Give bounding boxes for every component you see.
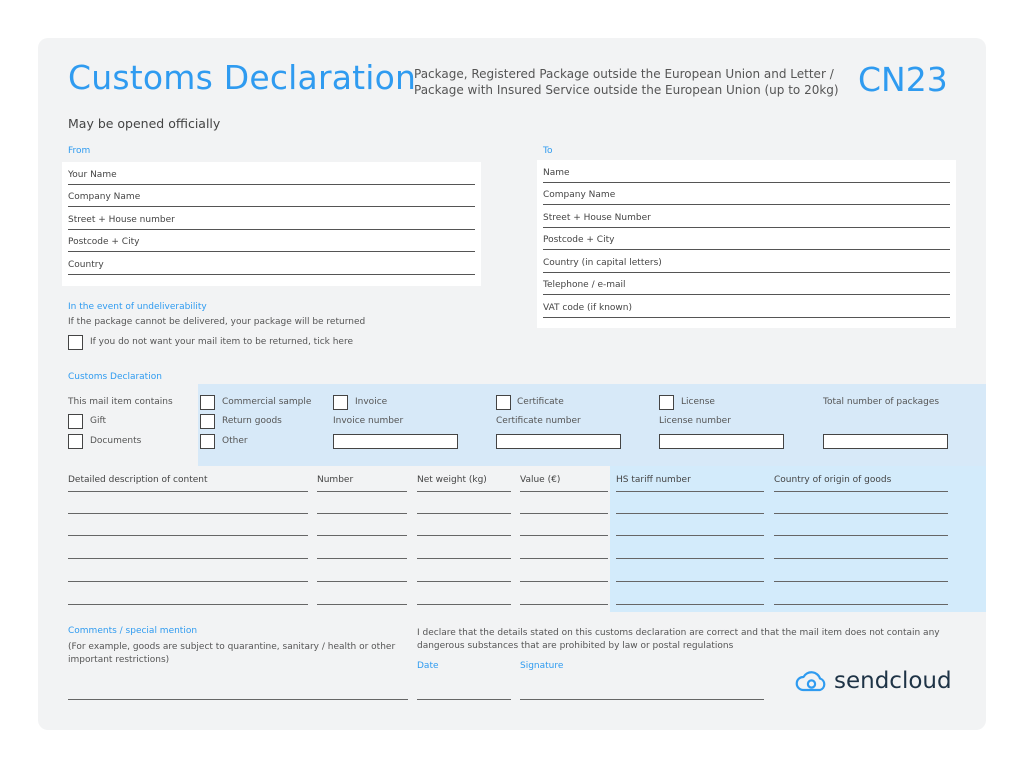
other-label: Other <box>222 436 248 446</box>
table-row-5-description-line[interactable] <box>68 604 308 605</box>
no-return-checkbox-label: If you do not want your mail item to be returned, tick here <box>90 337 353 347</box>
date-label: Date <box>417 661 439 671</box>
commercial-sample-checkbox[interactable] <box>200 395 215 410</box>
documents-checkbox[interactable] <box>68 434 83 449</box>
to-company-field[interactable]: Company Name <box>543 183 950 206</box>
table-row-1-hs-tariff-line[interactable] <box>616 513 764 514</box>
comments-label: Comments / special mention <box>68 626 198 636</box>
table-row-2-value-line[interactable] <box>520 535 608 536</box>
declaration-text-1: I declare that the details stated on this customs declaration are correct and that the mail item does not contain any <box>417 628 940 638</box>
table-header-hs-tariff: HS tariff number <box>616 475 691 485</box>
table-row-5-weight-line[interactable] <box>417 604 511 605</box>
hs-tariff-panel <box>610 466 986 612</box>
table-header-value: Value (€) <box>520 475 561 485</box>
from-address-box <box>62 162 481 286</box>
to-street-field[interactable]: Street + House Number <box>543 205 950 228</box>
customs-form-card <box>38 38 986 730</box>
table-row-2-hs-tariff-line[interactable] <box>616 535 764 536</box>
documents-label: Documents <box>90 436 142 446</box>
from-name-field[interactable]: Your Name <box>68 162 475 185</box>
certificate-checkbox[interactable] <box>496 395 511 410</box>
license-label: License <box>681 397 715 407</box>
cloud-icon <box>794 669 828 693</box>
table-row-2-number-line[interactable] <box>317 535 407 536</box>
to-postcode-field[interactable]: Postcode + City <box>543 228 950 251</box>
table-header-line-hs-tariff <box>616 491 764 492</box>
return-goods-label: Return goods <box>222 416 282 426</box>
table-row-1-weight-line[interactable] <box>417 513 511 514</box>
table-row-4-weight-line[interactable] <box>417 581 511 582</box>
return-goods-checkbox[interactable] <box>200 414 215 429</box>
sendcloud-logo <box>794 668 952 694</box>
subtitle-line-2: Package with Insured Service outside the European Union (up to 20kg) <box>414 83 839 97</box>
comments-input-line[interactable] <box>68 699 408 700</box>
table-header-number: Number <box>317 475 354 485</box>
from-country-field[interactable]: Country <box>68 252 475 275</box>
table-header-weight: Net weight (kg) <box>417 475 487 485</box>
table-header-description: Detailed description of content <box>68 475 208 485</box>
table-row-1-value-line[interactable] <box>520 513 608 514</box>
table-header-line-number <box>317 491 407 492</box>
customs-section-label: Customs Declaration <box>68 372 162 382</box>
table-row-3-number-line[interactable] <box>317 558 407 559</box>
to-country-field[interactable]: Country (in capital letters) <box>543 250 950 273</box>
total-packages-input[interactable] <box>823 434 948 449</box>
no-return-checkbox[interactable] <box>68 335 83 350</box>
certificate-number-label: Certificate number <box>496 416 581 426</box>
table-row-3-description-line[interactable] <box>68 558 308 559</box>
declaration-text-2: dangerous substances that are prohibited by law or postal regulations <box>417 641 734 651</box>
table-row-5-country-origin-line[interactable] <box>774 604 948 605</box>
contains-label: This mail item contains <box>68 397 173 407</box>
table-row-4-description-line[interactable] <box>68 581 308 582</box>
comments-text-2: important restrictions) <box>68 655 170 665</box>
subtitle-line-1: Package, Registered Package outside the European Union and Letter / <box>414 67 834 81</box>
comments-text-1: (For example, goods are subject to quarantine, sanitary / health or other <box>68 642 396 652</box>
commercial-sample-label: Commercial sample <box>222 397 312 407</box>
table-row-5-value-line[interactable] <box>520 604 608 605</box>
table-row-4-number-line[interactable] <box>317 581 407 582</box>
to-name-field[interactable]: Name <box>543 160 950 183</box>
to-address-box <box>537 160 956 328</box>
license-number-input[interactable] <box>659 434 784 449</box>
opened-officially-note: May be opened officially <box>68 116 221 131</box>
certificate-number-input[interactable] <box>496 434 621 449</box>
table-row-2-description-line[interactable] <box>68 535 308 536</box>
table-header-line-description <box>68 491 308 492</box>
table-header-line-weight <box>417 491 511 492</box>
table-row-5-number-line[interactable] <box>317 604 407 605</box>
from-postcode-field[interactable]: Postcode + City <box>68 230 475 253</box>
table-header-country-origin: Country of origin of goods <box>774 475 892 485</box>
invoice-number-label: Invoice number <box>333 416 404 426</box>
certificate-label: Certificate <box>517 397 564 407</box>
table-row-2-country-origin-line[interactable] <box>774 535 948 536</box>
gift-checkbox[interactable] <box>68 414 83 429</box>
invoice-number-input[interactable] <box>333 434 458 449</box>
table-header-line-country-origin <box>774 491 948 492</box>
gift-label: Gift <box>90 416 107 426</box>
undeliverable-label: In the event of undeliverability <box>68 302 207 312</box>
license-checkbox[interactable] <box>659 395 674 410</box>
table-row-1-country-origin-line[interactable] <box>774 513 948 514</box>
table-row-4-value-line[interactable] <box>520 581 608 582</box>
to-vat-field[interactable]: VAT code (if known) <box>543 295 950 318</box>
form-code: CN23 <box>858 60 948 99</box>
brand-name: sendcloud <box>834 668 952 694</box>
signature-label: Signature <box>520 661 564 671</box>
table-row-4-hs-tariff-line[interactable] <box>616 581 764 582</box>
signature-input-line[interactable] <box>520 699 764 700</box>
table-row-4-country-origin-line[interactable] <box>774 581 948 582</box>
table-row-3-value-line[interactable] <box>520 558 608 559</box>
from-label: From <box>68 146 91 156</box>
table-row-3-weight-line[interactable] <box>417 558 511 559</box>
license-number-label: License number <box>659 416 731 426</box>
invoice-label: Invoice <box>355 397 388 407</box>
table-row-1-description-line[interactable] <box>68 513 308 514</box>
to-telephone-field[interactable]: Telephone / e-mail <box>543 273 950 296</box>
from-street-field[interactable]: Street + House number <box>68 207 475 230</box>
other-checkbox[interactable] <box>200 434 215 449</box>
table-row-5-hs-tariff-line[interactable] <box>616 604 764 605</box>
table-header-line-value <box>520 491 608 492</box>
undeliverable-text: If the package cannot be delivered, your package will be returned <box>68 317 366 327</box>
invoice-checkbox[interactable] <box>333 395 348 410</box>
date-input-line[interactable] <box>417 699 511 700</box>
table-row-3-hs-tariff-line[interactable] <box>616 558 764 559</box>
from-company-field[interactable]: Company Name <box>68 185 475 208</box>
table-row-1-number-line[interactable] <box>317 513 407 514</box>
table-row-3-country-origin-line[interactable] <box>774 558 948 559</box>
form-title: Customs Declaration <box>68 58 417 97</box>
total-packages-label: Total number of packages <box>823 397 940 407</box>
form-subtitle <box>414 66 854 98</box>
table-row-2-weight-line[interactable] <box>417 535 511 536</box>
to-label: To <box>543 146 553 156</box>
